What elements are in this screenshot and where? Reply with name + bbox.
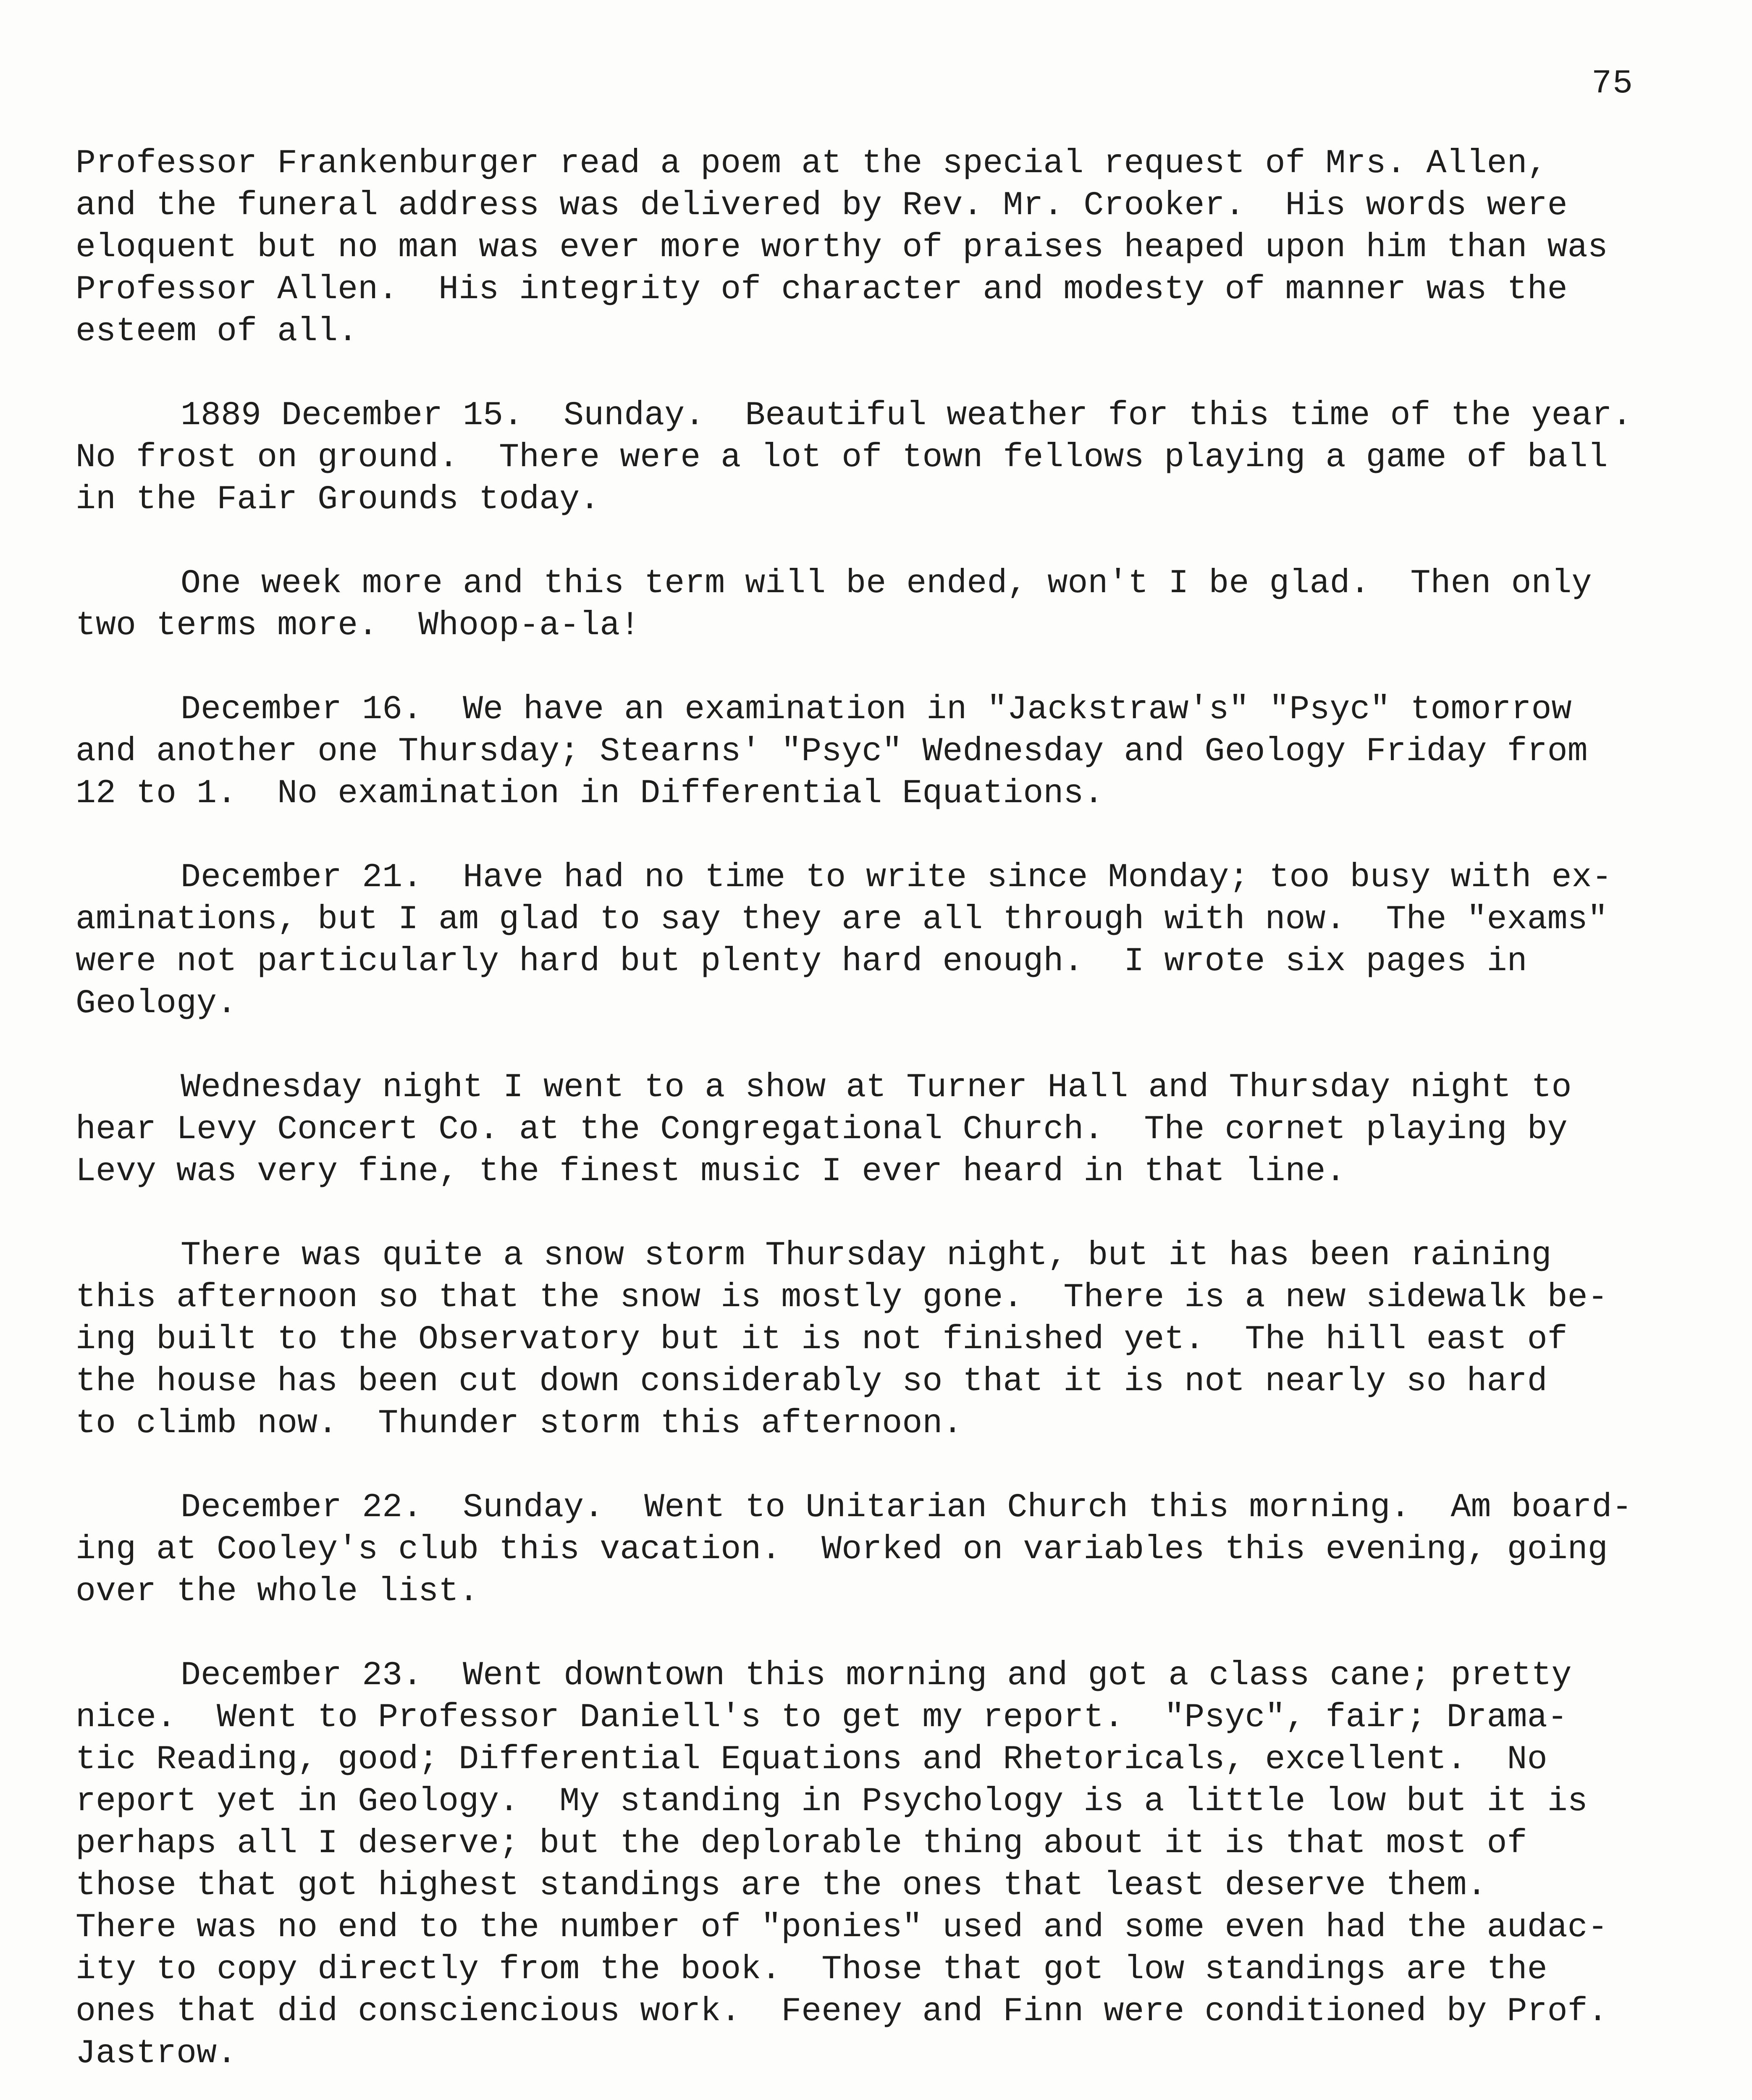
text-line: One week more and this term will be ended, won't I be glad. Then only [181,564,1592,603]
text-line: eloquent but no man was ever more worthy of praises heaped upon him than was [76,228,1608,267]
paragraph-december-23 [76,1655,1697,2075]
text-line: over the whole list. [76,1572,479,1611]
text-line: There was quite a snow storm Thursday night, but it has been raining [181,1236,1552,1275]
page-number: 75 [1592,65,1634,103]
text-line: aminations, but I am glad to say they are all through with now. The "exams" [76,900,1608,939]
text-line: December 23. Went downtown this morning and got a class cane; pretty [181,1656,1572,1695]
text-line: to climb now. Thunder storm this afternoon. [76,1404,963,1443]
text-line: this afternoon so that the snow is mostly gone. There is a new sidewalk be- [76,1278,1608,1317]
text-line: No frost on ground. There were a lot of town fellows playing a game of ball [76,438,1608,477]
text-line: those that got highest standings are the ones that least deserve them. [76,1866,1487,1905]
text-line: Jastrow. [76,2034,237,2073]
text-line: tic Reading, good; Differential Equations and Rhetoricals, excellent. No [76,1740,1547,1779]
text-line: the house has been cut down considerably so that it is not nearly so hard [76,1362,1547,1401]
text-line: two terms more. Whoop-a-la! [76,606,640,645]
paragraph-december-15 [76,395,1697,521]
text-line: There was no end to the number of "ponies" used and some even had the audac- [76,1908,1608,1947]
text-line: report yet in Geology. My standing in Psychology is a little low but it is [76,1782,1588,1821]
text-line: esteem of all. [76,312,358,351]
paragraph-snow-storm [76,1235,1697,1445]
text-line: in the Fair Grounds today. [76,480,600,519]
body-text [76,143,1697,2100]
paragraph-december-22 [76,1487,1697,1613]
text-line: Professor Allen. His integrity of character and modesty of manner was the [76,270,1568,309]
text-line: December 16. We have an examination in "Jackstraw's" "Psyc" tomorrow [181,690,1572,729]
text-line: 12 to 1. No examination in Differential Equations. [76,774,1104,813]
paragraph-wednesday-night [76,1067,1697,1193]
paragraph-december-16 [76,689,1697,815]
text-line: Geology. [76,984,237,1023]
text-line: perhaps all I deserve; but the deplorable thing about it is that most of [76,1824,1527,1863]
text-line: Levy was very fine, the finest music I ever heard in that line. [76,1152,1346,1191]
text-line: ones that did consciencious work. Feeney and Finn were conditioned by Prof. [76,1992,1608,2031]
text-line: December 21. Have had no time to write since Monday; too busy with ex- [181,858,1612,897]
text-line: and another one Thursday; Stearns' "Psyc" Wednesday and Geology Friday from [76,732,1588,771]
paragraph-allen-funeral [76,143,1697,353]
text-line: ing built to the Observatory but it is not finished yet. The hill east of [76,1320,1568,1359]
paragraph-december-21 [76,857,1697,1025]
text-line: and the funeral address was delivered by Rev. Mr. Crooker. His words were [76,186,1568,225]
text-line: ing at Cooley's club this vacation. Worked on variables this evening, going [76,1530,1608,1569]
text-line: nice. Went to Professor Daniell's to get my report. "Psyc", fair; Drama- [76,1698,1568,1737]
text-line: hear Levy Concert Co. at the Congregational Church. The cornet playing by [76,1110,1568,1149]
paragraph-one-week-more [76,563,1697,647]
text-line: Wednesday night I went to a show at Turner Hall and Thursday night to [181,1068,1572,1107]
text-line: 1889 December 15. Sunday. Beautiful weather for this time of the year. [181,396,1632,435]
text-line: Professor Frankenburger read a poem at the special request of Mrs. Allen, [76,144,1547,183]
text-line: were not particularly hard but plenty hard enough. I wrote six pages in [76,942,1527,981]
text-line: December 22. Sunday. Went to Unitarian Church this morning. Am board- [181,1488,1632,1527]
text-line: ity to copy directly from the book. Those that got low standings are the [76,1950,1547,1989]
